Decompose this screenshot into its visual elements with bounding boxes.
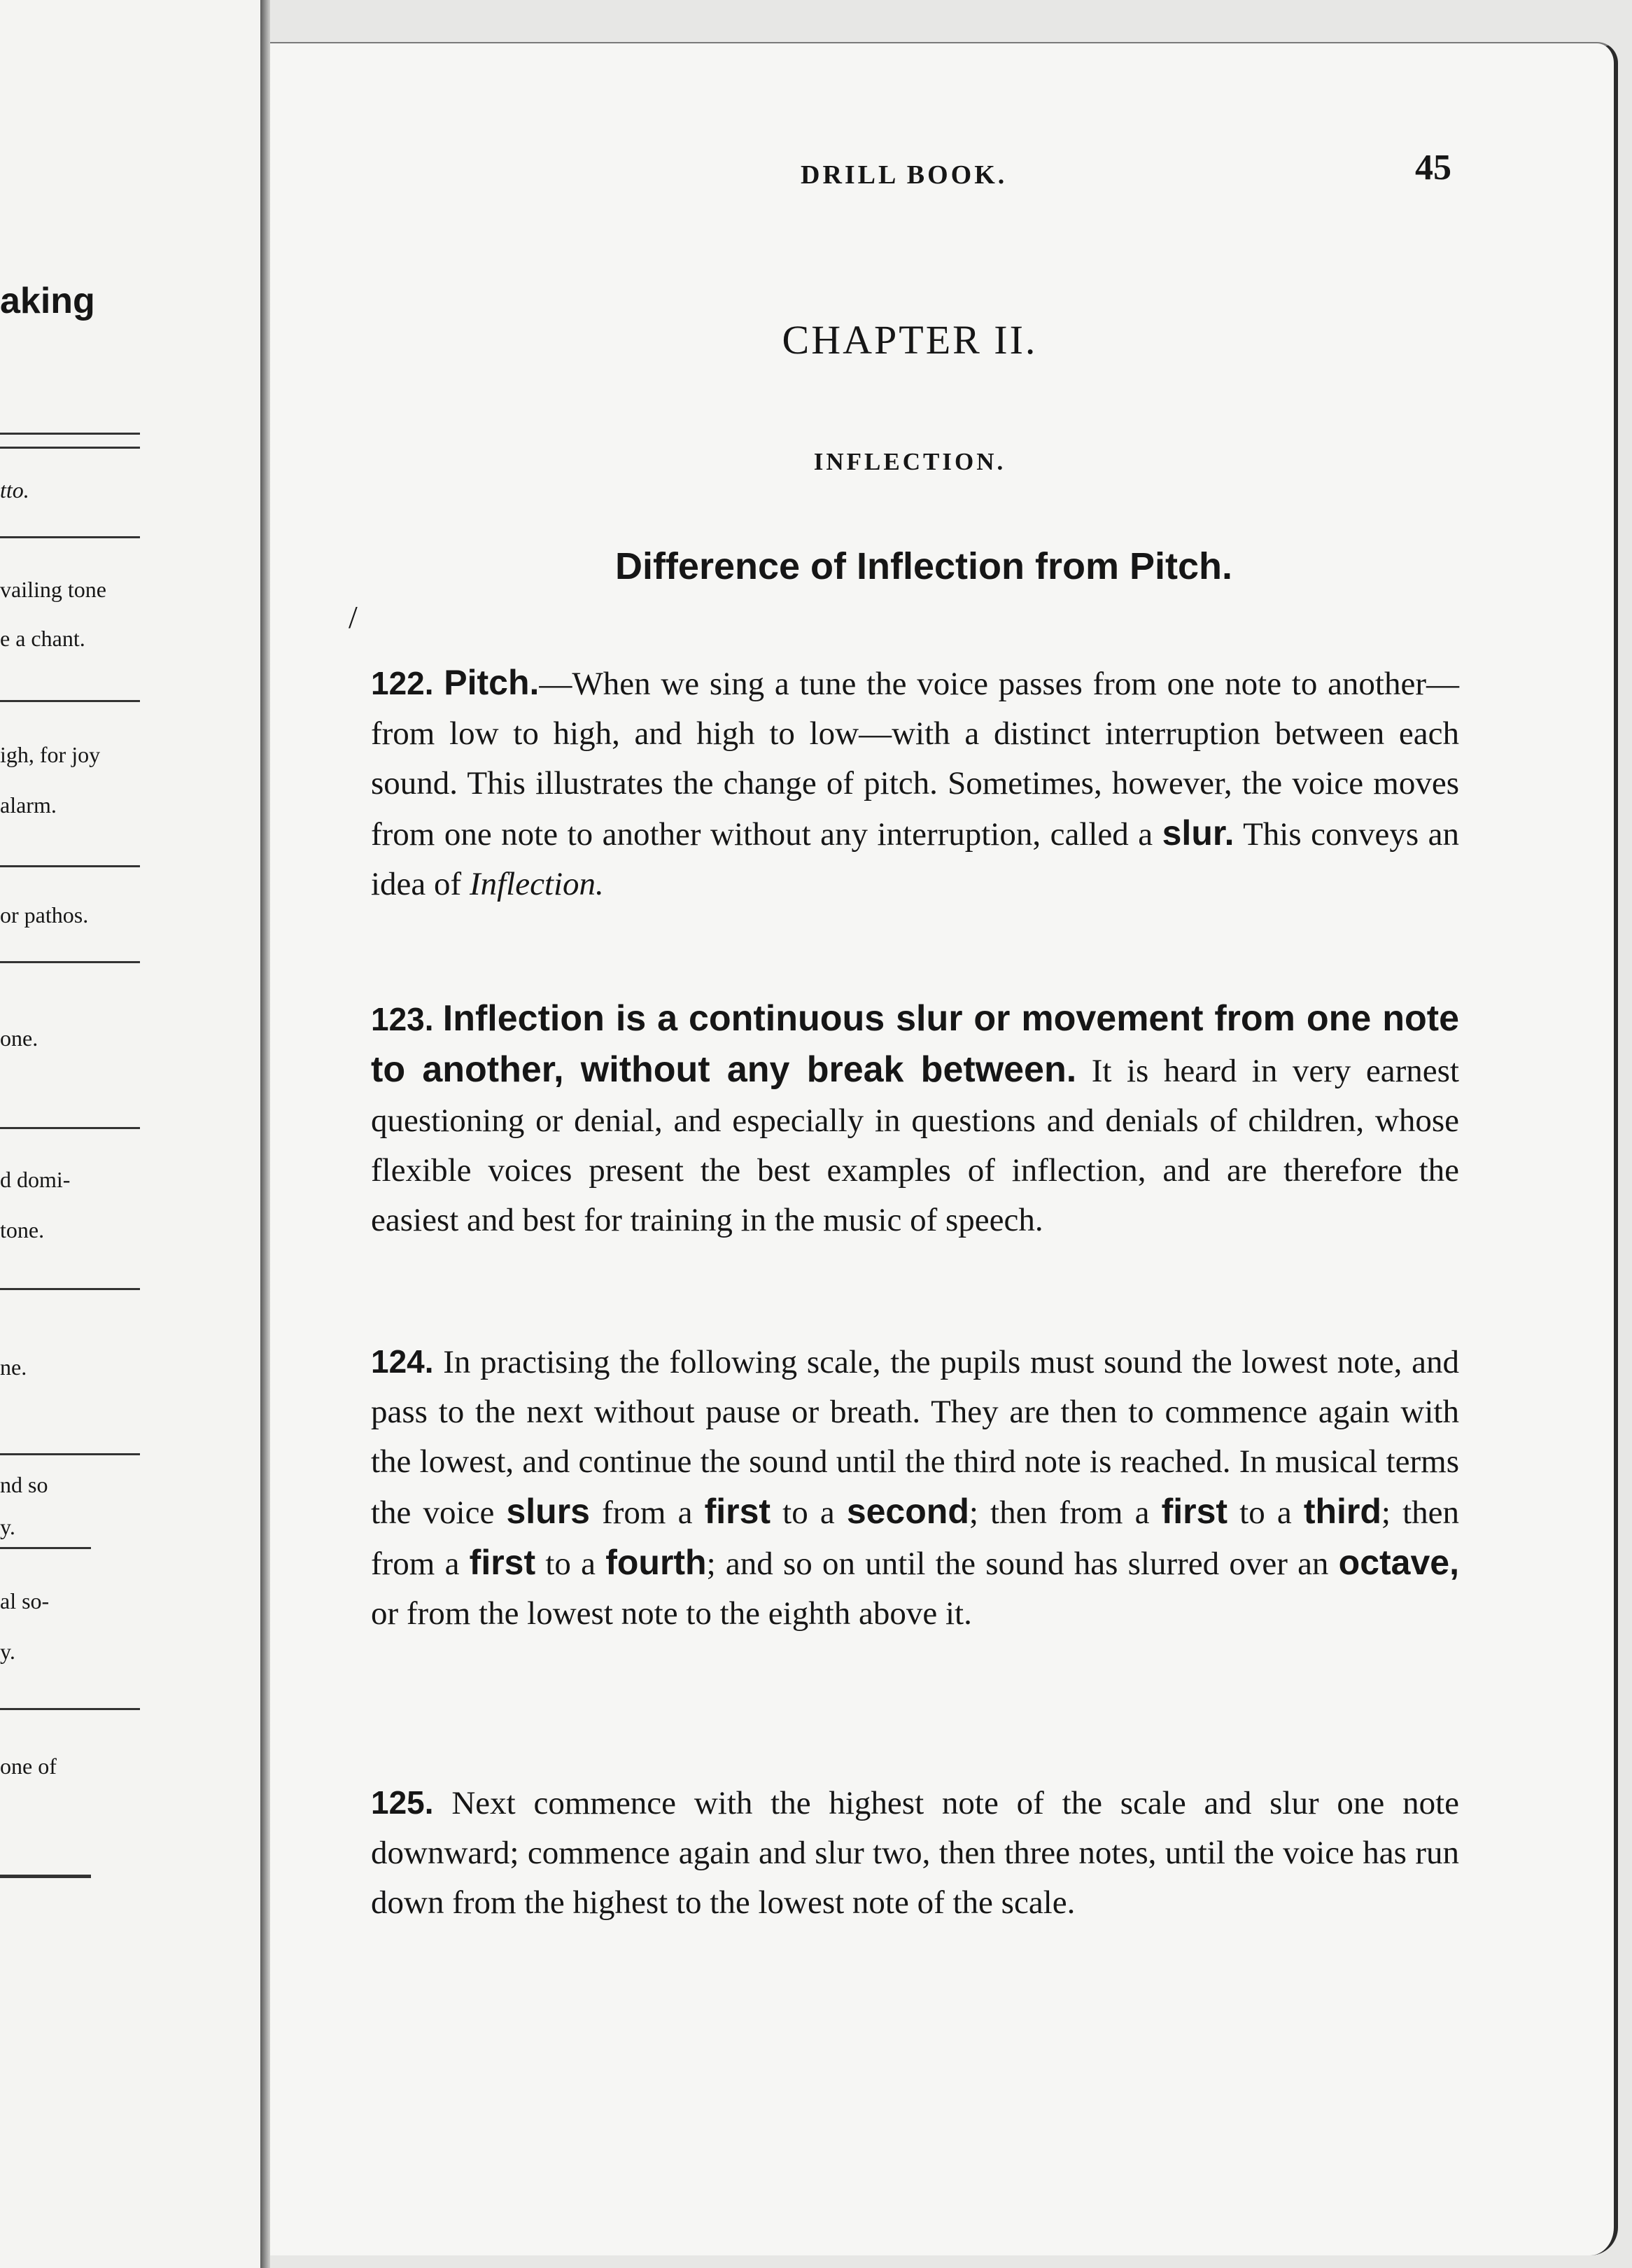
paragraph-text: to a [1227,1494,1304,1531]
running-head: DRILL BOOK. [801,160,1008,190]
paragraph-term: first [469,1543,536,1582]
paragraph-term: octave, [1338,1543,1459,1582]
paragraph-number: 122. [371,665,434,701]
left-page-fragment: tone. [0,1217,45,1242]
paragraph-text: In practising the following scale, the pupils must sound the lowest note, and pass to the next without pause or breath. They are then to commence again with the lowest, and continue the sound until the third note is reached. In musical terms the voice [371,1344,1459,1531]
left-page-fragment: d domi- [0,1167,71,1192]
stray-mark: / [349,599,358,635]
paragraph-term: third [1303,1492,1381,1531]
left-page-rule [0,700,140,702]
paragraph-text: Next commence with the highest note of the scale and slur one note downward; commence again and slur two, then three notes, until the voice has run down from the highest to the lowest note of the scale. [371,1785,1459,1921]
paragraph-text: or from the lowest note to the eighth above it. [371,1595,972,1632]
left-page-fragment: one. [0,1026,38,1051]
left-page-fragment: or pathos. [0,902,89,927]
paragraph-lead: Inflection is a continuous slur or movement from one note to another, without any break between. [371,998,1460,1090]
left-page-fragment: tto. [0,477,29,503]
paragraph-term: Pitch. [444,663,540,702]
paragraph-number: 123. [371,1001,434,1037]
left-page-rule [0,1547,91,1549]
paragraph-text: ; and so on until the sound has slurred over an [706,1546,1339,1582]
left-page-rule [0,1288,140,1290]
section-subtitle: Difference of Inflection from Pitch. [614,545,1233,587]
chapter-title: CHAPTER II. [782,317,1038,363]
left-page-fragment: nd so [0,1472,48,1497]
left-facing-page [0,0,262,2268]
left-page-title-fragment: aking [0,281,95,321]
paragraph-text: It is heard in very earnest questioning or denial, and especially in questions and denials of children, whose flexible voices present the best examples of inflection, and are therefore the easiest and best for training in the music of speech. [371,1053,1459,1238]
left-page-fragment: one of [0,1754,57,1779]
left-page-rule [0,1708,140,1710]
left-page-fragment: igh, for joy [0,742,101,767]
left-page-rule [0,961,140,963]
left-page-rule [0,1453,140,1455]
left-page-fragment: y. [0,1639,15,1664]
paragraph-number: 124. [371,1343,434,1380]
paragraph-term: slurs [506,1492,590,1531]
paragraph-term: fourth [605,1543,707,1582]
paragraph-text: ; then from a [371,1494,1460,1582]
paragraph-125 [371,1778,1459,1928]
paragraph-123 [371,994,1459,1245]
paragraph-text: to a [771,1494,847,1531]
paragraph-text: ; then from a [969,1494,1162,1531]
left-page-rule [0,536,140,538]
paragraph-text: to a [535,1546,606,1582]
paragraph-term: first [704,1492,771,1531]
paragraph-text: from a [589,1494,705,1531]
book-gutter [260,0,270,2268]
paragraph-text: This conveys an idea of [371,816,1459,902]
paragraph-122 [371,658,1459,909]
left-page-rule [0,433,140,435]
paragraph-term: second [846,1492,969,1531]
left-page-rule [0,1127,140,1129]
left-page-rule [0,1875,91,1878]
page-number: 45 [1415,148,1451,188]
left-page-fragment: e a chant. [0,626,85,651]
paragraph-number: 125. [371,1784,434,1821]
left-page-rule [0,865,140,867]
left-page-fragment: vailing tone [0,577,106,602]
section-title: INFLECTION. [813,448,1006,475]
paragraph-text: —When we sing a tune the voice passes from one note to another—from low to high, and high to low—with a distinct interruption between each sound. This illustrates the change of pitch. Sometimes, however, the voice moves from one note to another without any interruption, called a [371,666,1460,853]
paragraph-124 [371,1337,1459,1639]
left-page-rule [0,447,140,449]
paragraph-term: slur. [1162,813,1234,853]
left-page-fragment: alarm. [0,792,57,818]
left-page-fragment: al so- [0,1588,50,1614]
paragraph-term: first [1161,1492,1228,1531]
paragraph-emphasis: Inflection. [469,866,604,902]
left-page-fragment: y. [0,1514,15,1539]
left-page-fragment: ne. [0,1354,27,1380]
